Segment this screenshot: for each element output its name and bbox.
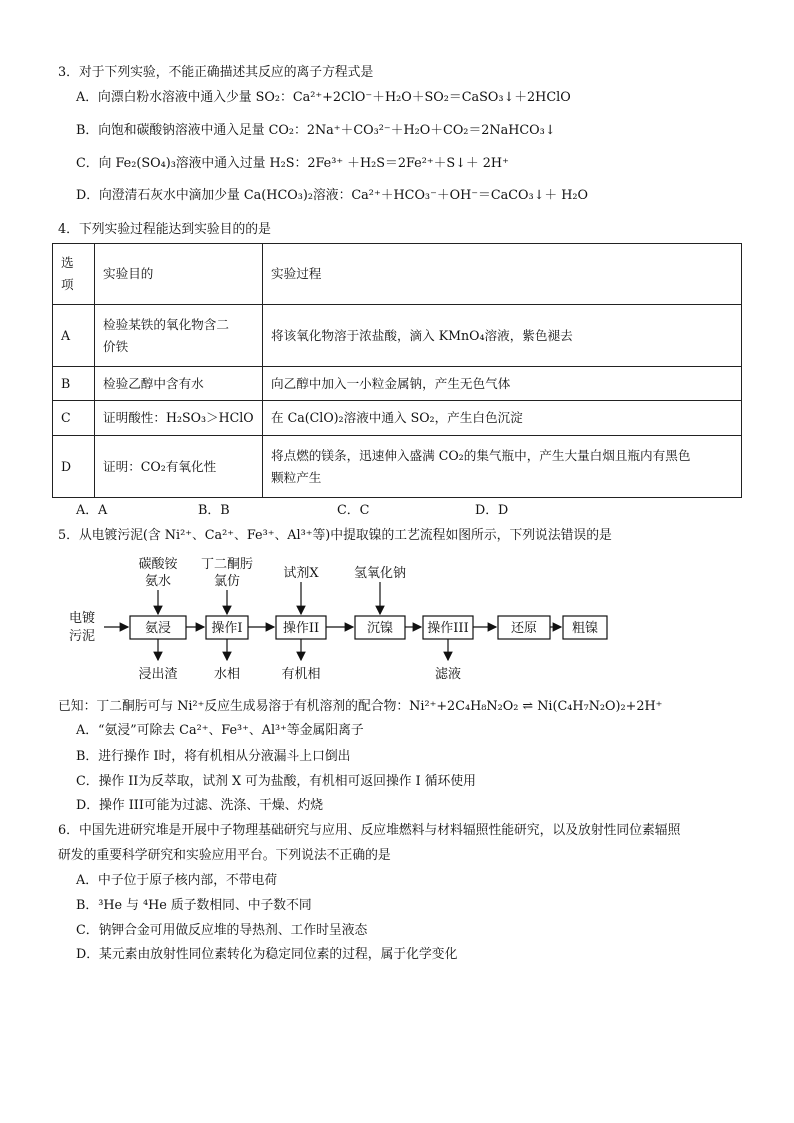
flow-start-line1: 电镀 bbox=[69, 611, 96, 626]
q6-stem-line1: 6．中国先进研究堆是开展中子物理基础研究与应用、反应堆燃料与材料辐照性能研究，以及放射性同位素辐照 bbox=[58, 823, 681, 838]
process-flow-diagram bbox=[60, 556, 620, 686]
q6-option-b: B．³He 与 ⁴He 质子数相同、中子数不同 bbox=[76, 898, 312, 913]
q3-option-a: A．向漂白粉水溶液中通入少量 SO₂：Ca²⁺+2ClO⁻＋H₂O＋SO₂＝CaSO₃↓＋2HClO bbox=[76, 90, 571, 105]
table-row bbox=[53, 401, 742, 436]
table-row bbox=[53, 367, 742, 401]
q5-option-d: D．操作 III可能为过滤、洗涤、干燥、灼烧 bbox=[76, 798, 324, 813]
flow-step-label: 还原 bbox=[510, 621, 538, 636]
q3-option-c: C．向 Fe₂(SO₄)₃溶液中通入过量 H₂S：2Fe³⁺ ＋H₂S＝2Fe²⁺＋S↓＋ 2H⁺ bbox=[76, 156, 509, 171]
flow-step-label: 沉镍 bbox=[366, 621, 394, 636]
flow-step-label: 操作III bbox=[427, 621, 469, 636]
q6-option-a: A．中子位于原子核内部，不带电荷 bbox=[76, 873, 278, 888]
q6-stem-line2: 研发的重要科学研究和实验应用平台。下列说法不正确的是 bbox=[58, 848, 391, 863]
q5-option-b: B．进行操作 I时，将有机相从分液漏斗上口倒出 bbox=[76, 749, 351, 764]
flow-start-line2: 污泥 bbox=[69, 629, 96, 644]
q3-option-d: D．向澄清石灰水中滴加少量 Ca(HCO₃)₂溶液：Ca²⁺＋HCO₃⁻＋OH⁻＝CaCO₃↓＋ H₂O bbox=[76, 188, 589, 203]
row-purpose: 证明酸性：H₂SO₃＞HClO bbox=[95, 401, 263, 436]
flow-input-label: 丁二酮肟 bbox=[200, 557, 254, 572]
q4-choice-d: D．D bbox=[475, 503, 509, 518]
table-row bbox=[53, 305, 742, 367]
flow-output-label: 有机相 bbox=[281, 667, 321, 682]
row-label: B bbox=[53, 367, 95, 401]
flow-step-label: 操作II bbox=[282, 621, 320, 636]
q5-option-a: A．“氨浸”可除去 Ca²⁺、Fe³⁺、Al³⁺等金属阳离子 bbox=[76, 723, 364, 738]
flow-input-label: 氯仿 bbox=[213, 574, 241, 589]
flow-step-label: 氨浸 bbox=[144, 621, 172, 636]
flow-output-label: 水相 bbox=[213, 667, 241, 682]
header-option: 选 项 bbox=[53, 244, 95, 305]
flow-output-label: 滤液 bbox=[434, 667, 462, 682]
flow-input-label: 氢氧化钠 bbox=[353, 566, 407, 581]
row-purpose: 证明：CO₂有氧化性 bbox=[95, 436, 263, 498]
row-procedure: 在 Ca(ClO)₂溶液中通入 SO₂，产生白色沉淀 bbox=[263, 401, 742, 436]
table-row bbox=[53, 436, 742, 498]
q4-choice-a: A．A bbox=[76, 503, 108, 518]
row-label: A bbox=[53, 305, 95, 367]
q5-option-c: C．操作 II为反萃取，试剂 X 可为盐酸，有机相可返回操作 I 循环使用 bbox=[76, 774, 476, 789]
q3-stem: 3．对于下列实验，不能正确描述其反应的离子方程式是 bbox=[58, 65, 374, 80]
row-procedure: 将点燃的镁条，迅速伸入盛满 CO₂的集气瓶中，产生大量白烟且瓶内有黑色 颗粒产生 bbox=[263, 436, 742, 498]
q4-stem: 4．下列实验过程能达到实验目的的是 bbox=[58, 222, 271, 237]
header-purpose: 实验目的 bbox=[95, 244, 263, 305]
row-purpose: 检验乙醇中含有水 bbox=[95, 367, 263, 401]
header-procedure: 实验过程 bbox=[263, 244, 742, 305]
experiment-table bbox=[52, 243, 742, 498]
row-purpose: 检验某铁的氧化物含二 价铁 bbox=[95, 305, 263, 367]
row-label: C bbox=[53, 401, 95, 436]
flow-output-label: 浸出渣 bbox=[138, 667, 178, 682]
flow-input-label: 氨水 bbox=[144, 574, 172, 589]
row-label: D bbox=[53, 436, 95, 498]
q4-choice-c: C．C bbox=[337, 503, 370, 518]
q6-option-d: D．某元素由放射性同位素转化为稳定同位素的过程，属于化学变化 bbox=[76, 947, 458, 962]
q6-option-c: C．钠钾合金可用做反应堆的导热剂、工作时呈液态 bbox=[76, 923, 368, 938]
row-procedure: 向乙醇中加入一小粒金属钠，产生无色气体 bbox=[263, 367, 742, 401]
row-procedure: 将该氧化物溶于浓盐酸，滴入 KMnO₄溶液，紫色褪去 bbox=[263, 305, 742, 367]
q3-option-b: B．向饱和碳酸钠溶液中通入足量 CO₂：2Na⁺＋CO₃²⁻＋H₂O＋CO₂＝2NaHCO₃↓ bbox=[76, 123, 556, 138]
table-header-row bbox=[53, 244, 742, 305]
q5-stem: 5．从电镀污泥(含 Ni²⁺、Ca²⁺、Fe³⁺、Al³⁺等)中提取镍的工艺流程如图所示，下列说法错误的是 bbox=[58, 528, 612, 543]
flow-input-label: 试剂X bbox=[283, 566, 319, 581]
q5-known-info: 已知：丁二酮肟可与 Ni²⁺反应生成易溶于有机溶剂的配合物：Ni²⁺+2C₄H₈N₂O₂ ⇌ Ni(C₄H₇N₂O)₂+2H⁺ bbox=[58, 699, 663, 714]
flow-step-label: 操作I bbox=[211, 621, 243, 636]
q4-choice-b: B．B bbox=[198, 503, 230, 518]
flow-step-label: 粗镍 bbox=[571, 621, 599, 636]
flow-input-label: 碳酸铵 bbox=[138, 557, 178, 572]
